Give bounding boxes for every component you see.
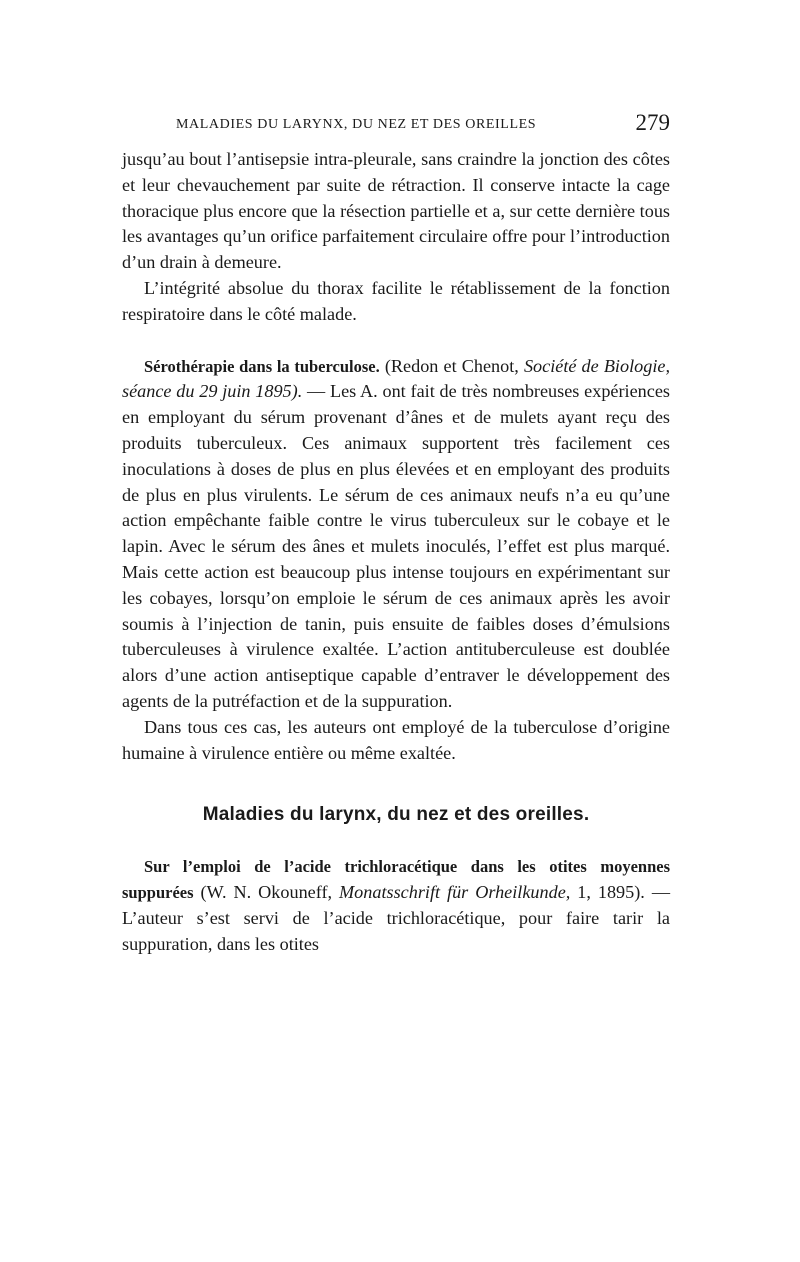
paragraph-serotherapie: [122, 354, 670, 715]
paragraph-continuation: jusqu’au bout l’antisepsie intra-pleurale, sans craindre la jonction des côtes et leur chevauchement par suite de rétraction. Il conserve intacte la cage thoracique plus encore que la résection partielle et a, sur cette dernière tous les avantages qu’un orifice parfaitement circulaire offre pour l’introduction d’un drain à demeure.: [122, 149, 670, 273]
citation-authors: (Redon et Chenot,: [384, 355, 519, 376]
paragraph-acide: [122, 854, 670, 957]
citation-journal: Société de Biologie, séance du 29 juin 1895).: [122, 355, 670, 402]
running-header: [176, 110, 670, 135]
running-title: MALADIES DU LARYNX, DU NEZ ET DES OREILLES: [176, 117, 537, 132]
citation-journal: Monatsschrift für Orheilkunde,: [339, 881, 571, 902]
citation-authors: (W. N. Okouneff,: [200, 881, 333, 902]
paragraph-auteurs: Dans tous ces cas, les auteurs ont employé de la tuberculose d’origine humaine à virulence entière ou même exaltée.: [122, 716, 670, 763]
article-text: — L’auteur s’est servi de l’acide trichloracétique, pour faire tarir la suppuration, dans les otites: [122, 881, 670, 954]
citation-rest: 1, 1895).: [577, 881, 645, 902]
article-text: — Les A. ont fait de très nombreuses expériences en employant du sérum provenant d’ânes et de mulets ayant reçu des produits tuberculeux. Ces animaux supportent très facilement ces inoculations à doses de plus en plus élevées et en employant des produits de plus en plus virulents. Le sérum de ces animaux neufs n’a eu qu’une action empêchante faible contre le virus tuberculeux sur le cobaye et le lapin. Avec le sérum des ânes et mulets inoculés, l’effet est plus marqué. Mais cette action est beaucoup plus intense toujours en expérimentant sur les cobayes, lorsqu’on emploie le sérum de ces animaux après les avoir soumis à l’injection de tanin, puis ensuite de faibles doses d’émulsions tuberculeuses à virulence exaltée. L’action antituberculeuse est doublée alors d’une action antiseptique capable d’entraver le développement des agents de la putréfaction et de la suppuration.: [122, 381, 670, 711]
section-heading: Maladies du larynx, du nez et des oreilles.: [202, 804, 590, 826]
page-number: 279: [635, 110, 670, 135]
page-body: [122, 147, 670, 957]
paragraph-thorax: L’intégrité absolue du thorax facilite le rétablissement de la fonction respiratoire dans le côté malade.: [122, 277, 670, 324]
article-heading: Sérothérapie dans la tuberculose.: [144, 356, 380, 376]
article-heading: Sur l’emploi de l’acide trichloracétique dans les otites moyennes suppurées: [122, 857, 670, 902]
